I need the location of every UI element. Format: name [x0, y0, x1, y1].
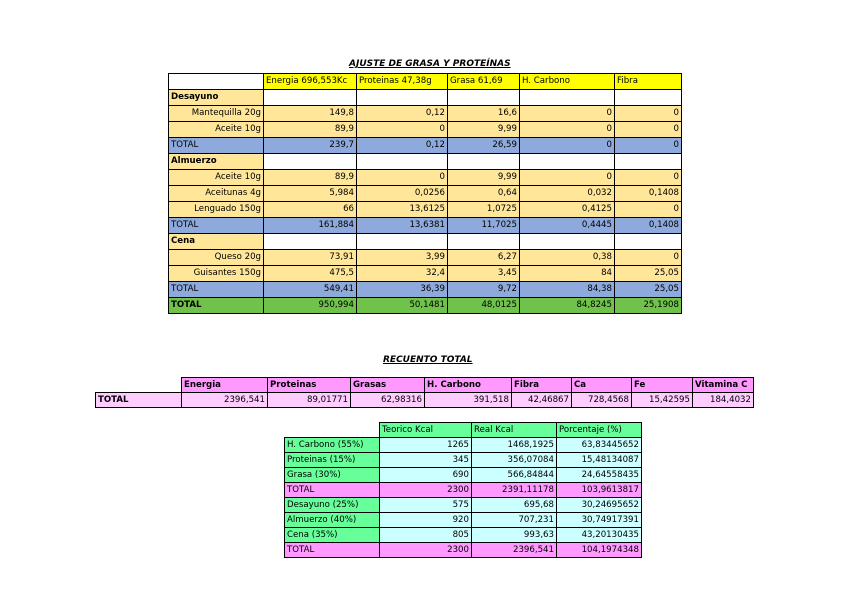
table-row: Aceite 10g 89,9 0 9,99 0 0 — [169, 122, 682, 138]
header-cell: H. Carbono — [520, 74, 615, 90]
section-label: Almuerzo — [169, 154, 264, 170]
header-cell: Proteinas — [268, 378, 351, 393]
food-cell: Mantequilla 20g — [169, 106, 264, 122]
header-row — [96, 378, 754, 393]
table-row: Almuerzo (40%) 920 707,231 30,74917391 — [285, 513, 642, 528]
table-row: TOTAL 2396,541 89,01771 62,98316 391,518 42,46867 728,4568 15,42595 184,4032 — [96, 393, 754, 408]
section-row — [169, 154, 682, 170]
header-cell: Ca — [572, 378, 632, 393]
table-ajuste-grasa — [168, 73, 682, 314]
header-cell: Teorico Kcal — [380, 423, 472, 438]
table-row: Lenguado 150g 66 13,6125 1,0725 0,4125 0 — [169, 202, 682, 218]
header-cell: Grasa 61,69 — [448, 74, 520, 90]
header-cell: Grasas — [351, 378, 425, 393]
header-row — [285, 423, 642, 438]
food-cell: Queso 20g — [169, 250, 264, 266]
table-row: Aceite 10g 89,9 0 9,99 0 0 — [169, 170, 682, 186]
total-row: TOTAL 161,884 13,6381 11,7025 0,4445 0,1408 — [169, 218, 682, 234]
header-cell: Fibra — [615, 74, 682, 90]
food-cell: Aceitunas 4g — [169, 186, 264, 202]
table-row: Cena (35%) 805 993,63 43,20130435 — [285, 528, 642, 543]
table-recuento-total — [95, 377, 754, 408]
title-ajuste: AJUSTE DE GRASA Y PROTEÍNAS — [349, 59, 511, 69]
total-label: TOTAL — [169, 218, 264, 234]
table-kcal-porcentaje — [284, 422, 642, 558]
corner-cell — [169, 74, 264, 90]
grand-total-row: TOTAL 950,994 50,1481 48,0125 84,8245 25,1908 — [169, 298, 682, 314]
food-cell: Lenguado 150g — [169, 202, 264, 218]
header-cell: Energia 696,553Kc — [264, 74, 357, 90]
header-row — [169, 74, 682, 90]
section-row — [169, 90, 682, 106]
section-label: Desayuno — [169, 90, 264, 106]
food-cell: Aceite 10g — [169, 122, 264, 138]
total-label: TOTAL — [169, 138, 264, 154]
table-row: Desayuno (25%) 575 695,68 30,24695652 — [285, 498, 642, 513]
title-recuento: RECUENTO TOTAL — [383, 355, 473, 365]
total-row: TOTAL 239,7 0,12 26,59 0 0 — [169, 138, 682, 154]
food-cell: Guisantes 150g — [169, 266, 264, 282]
table-row: Proteinas (15%) 345 356,07084 15,48134087 — [285, 453, 642, 468]
header-cell: Fe — [632, 378, 693, 393]
total-row: TOTAL 549,41 36,39 9,72 84,38 25,05 — [169, 282, 682, 298]
table-row: Guisantes 150g 475,5 32,4 3,45 84 25,05 — [169, 266, 682, 282]
header-cell: H. Carbono — [425, 378, 512, 393]
total-label: TOTAL — [169, 282, 264, 298]
header-cell: Proteinas 47,38g — [357, 74, 448, 90]
total-label: TOTAL — [96, 393, 182, 408]
header-cell: Porcentaje (%) — [557, 423, 642, 438]
table-row: Queso 20g 73,91 3,99 6,27 0,38 0 — [169, 250, 682, 266]
header-cell: Energia — [182, 378, 268, 393]
total-row: TOTAL 2300 2391,11178 103,9613817 — [285, 483, 642, 498]
header-cell: Real Kcal — [472, 423, 557, 438]
section-row — [169, 234, 682, 250]
food-cell: Aceite 10g — [169, 170, 264, 186]
section-label: Cena — [169, 234, 264, 250]
table-row: Aceitunas 4g 5,984 0,0256 0,64 0,032 0,1408 — [169, 186, 682, 202]
table-row: H. Carbono (55%) 1265 1468,1925 63,83445652 — [285, 438, 642, 453]
total-row: TOTAL 2300 2396,541 104,1974348 — [285, 543, 642, 558]
header-cell: Fibra — [512, 378, 572, 393]
table-row: Grasa (30%) 690 566,84844 24,64558435 — [285, 468, 642, 483]
table-row: Mantequilla 20g 149,8 0,12 16,6 0 0 — [169, 106, 682, 122]
header-cell: Vitamina C — [693, 378, 754, 393]
grand-total-label: TOTAL — [169, 298, 264, 314]
